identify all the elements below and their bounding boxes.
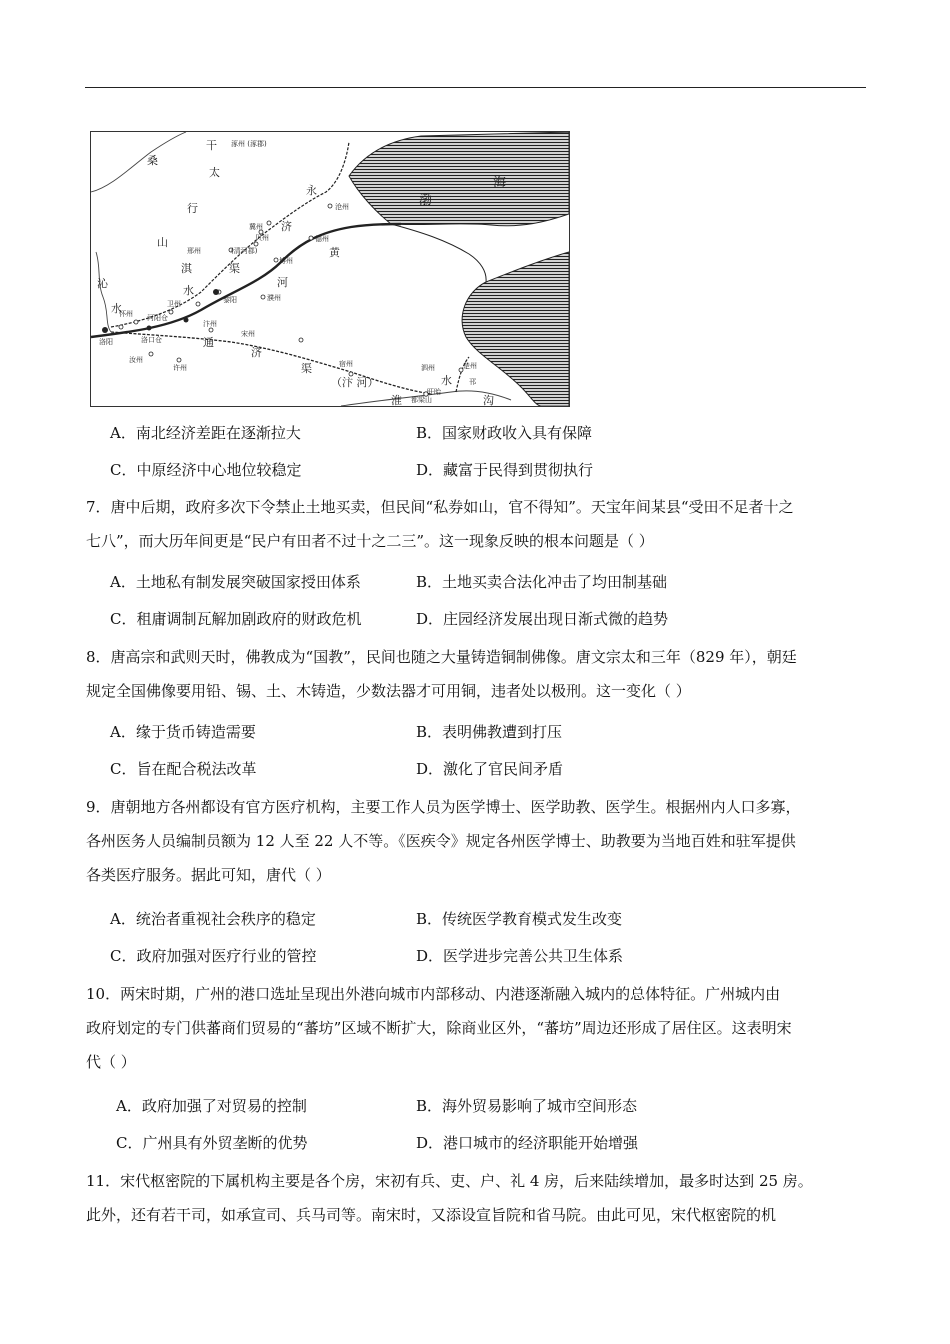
label-xuzhou: 许州 (173, 364, 187, 372)
label-zhuozhou: 涿州 (涿郡) (231, 140, 267, 148)
q11-line-2: 此外，还有若干司，如承宣司、兵马司等。南宋时，又添设宣旨院和省马院。由此可见，宋代枢密院的机 (86, 1206, 777, 1224)
q7-option-c: C．租庸调制瓦解加剧政府的财政危机 (110, 610, 362, 628)
q10-option-b: B．海外贸易影响了城市空间形态 (416, 1097, 638, 1115)
q9-option-b: B．传统医学教育模式发生改变 (416, 910, 623, 928)
label-huai: 淮 (391, 394, 402, 406)
label-tai: 太 (209, 166, 220, 179)
label-ji: 济 (281, 220, 292, 233)
east-sea (462, 252, 569, 406)
bohai-sea (349, 132, 569, 226)
q10-line-3: 代（ ） (86, 1053, 136, 1071)
label-qu: 渠 (229, 262, 240, 275)
label-weizhou: 卫州 (167, 300, 181, 308)
label-gan: 干 (206, 139, 217, 152)
label-dezhou: 德州 (315, 235, 329, 243)
q6-option-c: C．中原经济中心地位较稳定 (110, 461, 302, 479)
label-heyang: 河阳仓 (147, 314, 168, 322)
label-xing: 行 (187, 202, 198, 215)
q9-option-c: C．政府加强对医疗行业的管控 (110, 947, 317, 965)
q9-option-d: D．医学进步完善公共卫生体系 (416, 947, 624, 965)
q10-option-d: D．港口城市的经济职能开始增强 (416, 1134, 639, 1152)
label-suzhou: 宿州 (339, 360, 353, 368)
label-puzhou: 濮州 (267, 294, 281, 302)
q7-stem (86, 490, 868, 558)
q7-option-b: B．土地买卖合法化冲击了均田制基础 (416, 573, 668, 591)
label-bozhou: 博州 (279, 257, 293, 265)
label-hai: 海 (493, 176, 507, 191)
q9-stem (86, 790, 868, 892)
label-shan: 山 (157, 236, 168, 249)
q8-stem (86, 640, 868, 708)
label-cangzhou: 沧州 (335, 203, 349, 211)
q9-option-a: A．统治者重视社会秩序的稳定 (110, 910, 316, 928)
label-sang: 桑 (147, 154, 158, 167)
label-bianzhou: 汴州 (203, 320, 217, 328)
q7-option-a: A．土地私有制发展突破国家授田体系 (110, 573, 361, 591)
label-tong-ji: 济 (251, 346, 262, 359)
label-jizhou: 冀州 (249, 223, 263, 231)
q10-line-2: 政府划定的专门供蕃商们贸易的“蕃坊”区域不断扩大，除商业区外，“蕃坊”周边还形成了居住区。这表明宋 (86, 1019, 792, 1037)
label-si-shui: 水 (441, 374, 452, 387)
label-songzhou: 宋州 (241, 330, 255, 338)
grand-canal-map (90, 131, 570, 407)
label-huang: 黄 (329, 246, 340, 259)
label-sizhou: 泗州 (421, 364, 435, 372)
label-liyang: 黎阳 (223, 296, 237, 304)
label-luokou: 洛口仓 (141, 336, 162, 344)
q7-option-d: D．庄园经济发展出现日渐式微的趋势 (416, 610, 669, 628)
q8-line-1: 8．唐高宗和武则天时，佛教成为“国教”，民间也随之大量铸造铜制佛像。唐文宗太和三年（829 年），朝廷 (86, 648, 797, 666)
q6-option-d: D．藏富于民得到贯彻执行 (416, 461, 594, 479)
q11-line-1: 11．宋代枢密院的下属机构主要是各个房，宋初有兵、吏、户、礼 4 房，后来陆续增加，最多时达到 25 房。 (86, 1172, 813, 1190)
map-svg (91, 132, 569, 406)
label-beizhou: 贝州 (255, 234, 269, 242)
q9-line-1: 9．唐朝地方各州都设有官方医疗机构，主要工作人员为医学博士、医学助教、医学生。根据州内人口多寡， (86, 798, 801, 816)
label-shui: 水 (111, 302, 122, 315)
q9-line-3: 各类医疗服务。据此可知，唐代（ ） (86, 866, 331, 884)
label-huaizhou: 怀州 (119, 310, 133, 318)
label-qin: 沁 (97, 277, 108, 290)
label-gou: 沟 (483, 394, 494, 406)
q8-option-b: B．表明佛教遭到打压 (416, 723, 563, 741)
label-tong-qu: 渠 (301, 362, 312, 375)
label-luoyang: 洛阳 (99, 338, 113, 346)
q11-stem (86, 1164, 868, 1232)
label-bo: 渤 (419, 193, 433, 208)
label-qi: 淇 (181, 262, 192, 275)
label-ruzhou: 汝州 (129, 356, 143, 364)
label-xuyi: 盱眙 (427, 388, 441, 396)
label-tong: 通 (203, 336, 214, 349)
label-xingzhou: 邢州 (187, 247, 201, 255)
q8-option-a: A．缘于货币铸造需要 (110, 723, 256, 741)
q10-option-a: A．政府加强了对贸易的控制 (116, 1097, 307, 1115)
q10-stem (86, 977, 868, 1079)
q10-option-c: C．广州具有外贸垄断的优势 (116, 1134, 308, 1152)
q8-option-d: D．激化了官民间矛盾 (416, 760, 564, 778)
q7-line-1: 7．唐中后期，政府多次下令禁止土地买卖，但民间“私券如山，官不得知”。天宝年间某县“受田不足者十之 (86, 498, 794, 516)
q8-option-c: C．旨在配合税法改革 (110, 760, 257, 778)
label-duliangshan: 都梁山 (411, 396, 432, 404)
q9-line-2: 各州医务人员编制员额为 12 人至 22 人不等。《医疾令》规定各州医学博士、助教要为当地百姓和驻军提供 (86, 832, 796, 850)
q6-option-b: B．国家财政收入具有保障 (416, 424, 593, 442)
header-rule (85, 87, 866, 88)
q8-line-2: 规定全国佛像要用铅、锡、土、木铸造，少数法器才可用铜，违者处以极刑。这一变化（ ） (86, 682, 691, 700)
label-qinghe: (清河郡) (231, 247, 258, 255)
label-qi-shui: 水 (183, 284, 194, 297)
label-bian: （汴 河） (331, 376, 379, 389)
q6-option-a: A．南北经济差距在逐渐拉大 (110, 424, 301, 442)
label-yong: 永 (306, 184, 317, 197)
label-chuzhou: 楚州 (463, 362, 477, 370)
q10-line-1: 10．两宋时期，广州的港口选址呈现出外港向城市内部移动、内港逐渐融入城内的总体特征。广州城内由 (86, 985, 781, 1003)
label-han: 邗 (469, 378, 476, 386)
q7-line-2: 七八”，而大历年间更是“民户有田者不过十之二三”。这一现象反映的根本问题是（ ） (86, 532, 654, 550)
label-he: 河 (277, 276, 288, 289)
